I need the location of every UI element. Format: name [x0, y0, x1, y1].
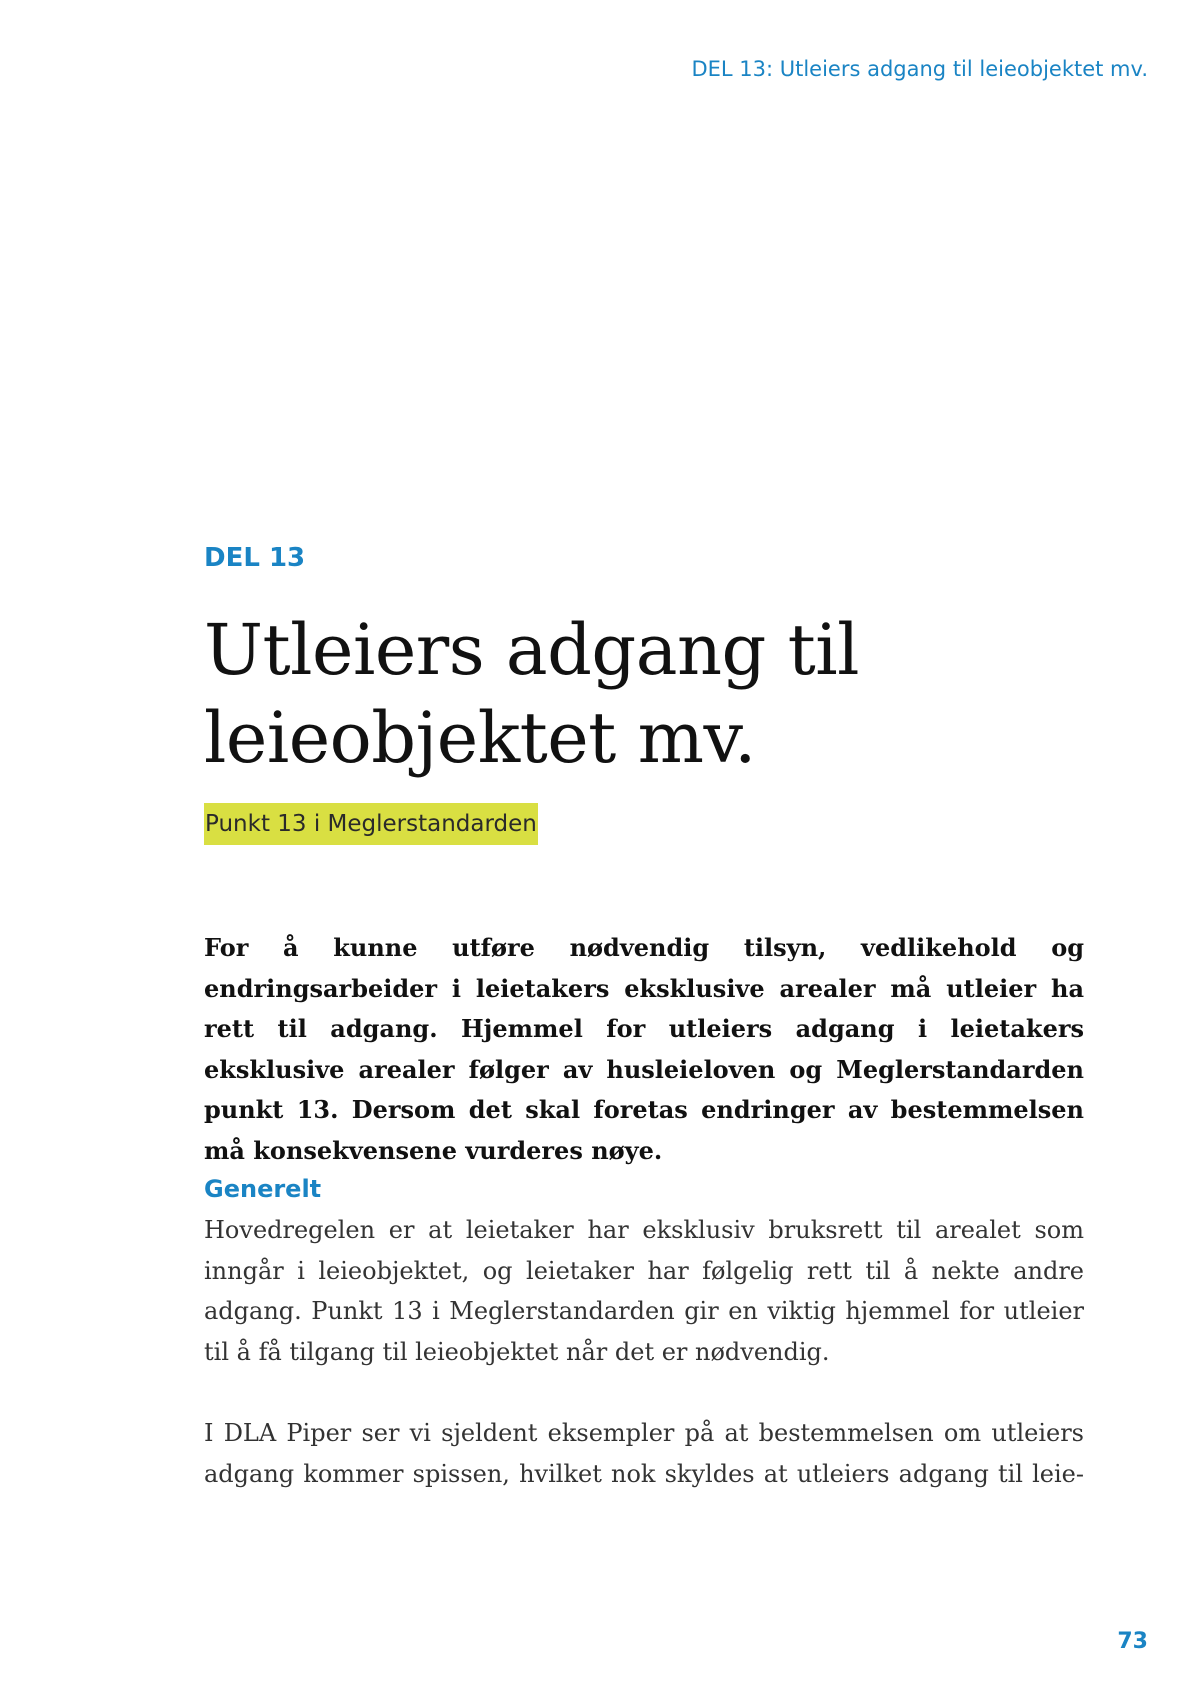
running-header: DEL 13: Utleiers adgang til leieobjektet mv.: [691, 57, 1148, 81]
body-paragraph: I DLA Piper ser vi sjeldent eksempler på at bestemmelsen om utleiers adgang kommer spissen, hvilket nok skyldes at utleiers adgang til leie-: [204, 1419, 1084, 1488]
subheading-generelt: Generelt: [204, 1175, 322, 1203]
standard-reference-tag: Punkt 13 i Meglerstandarden: [204, 803, 538, 845]
page-title: Utleiers adgang til leieobjektet mv.: [204, 609, 860, 779]
page-number: 73: [1117, 1629, 1148, 1654]
lead-paragraph: For å kunne utføre nødvendig tilsyn, vedlikehold og endringsarbeider i leietakers eksklusive arealer må utleier ha rett til adgang. Hjemmel for utleiers adgang i leietakers eksklusive arealer følger av husleieloven og Meglerstandarden punkt 13. Dersom det skal foretas endringer av bestemmelsen må konsekvensene vurderes nøye.: [204, 933, 1084, 1165]
section-label: DEL 13: [204, 543, 306, 573]
body-paragraph: Hovedregelen er at leietaker har eksklusiv bruksrett til arealet som inngår i leieobjektet, og leietaker har følgelig rett til å nekte andre adgang. Punkt 13 i Meglerstandarden gir en viktig hjemmel for utleier til å få tilgang til leieobjektet når det er nødvendig.: [204, 1216, 1084, 1366]
